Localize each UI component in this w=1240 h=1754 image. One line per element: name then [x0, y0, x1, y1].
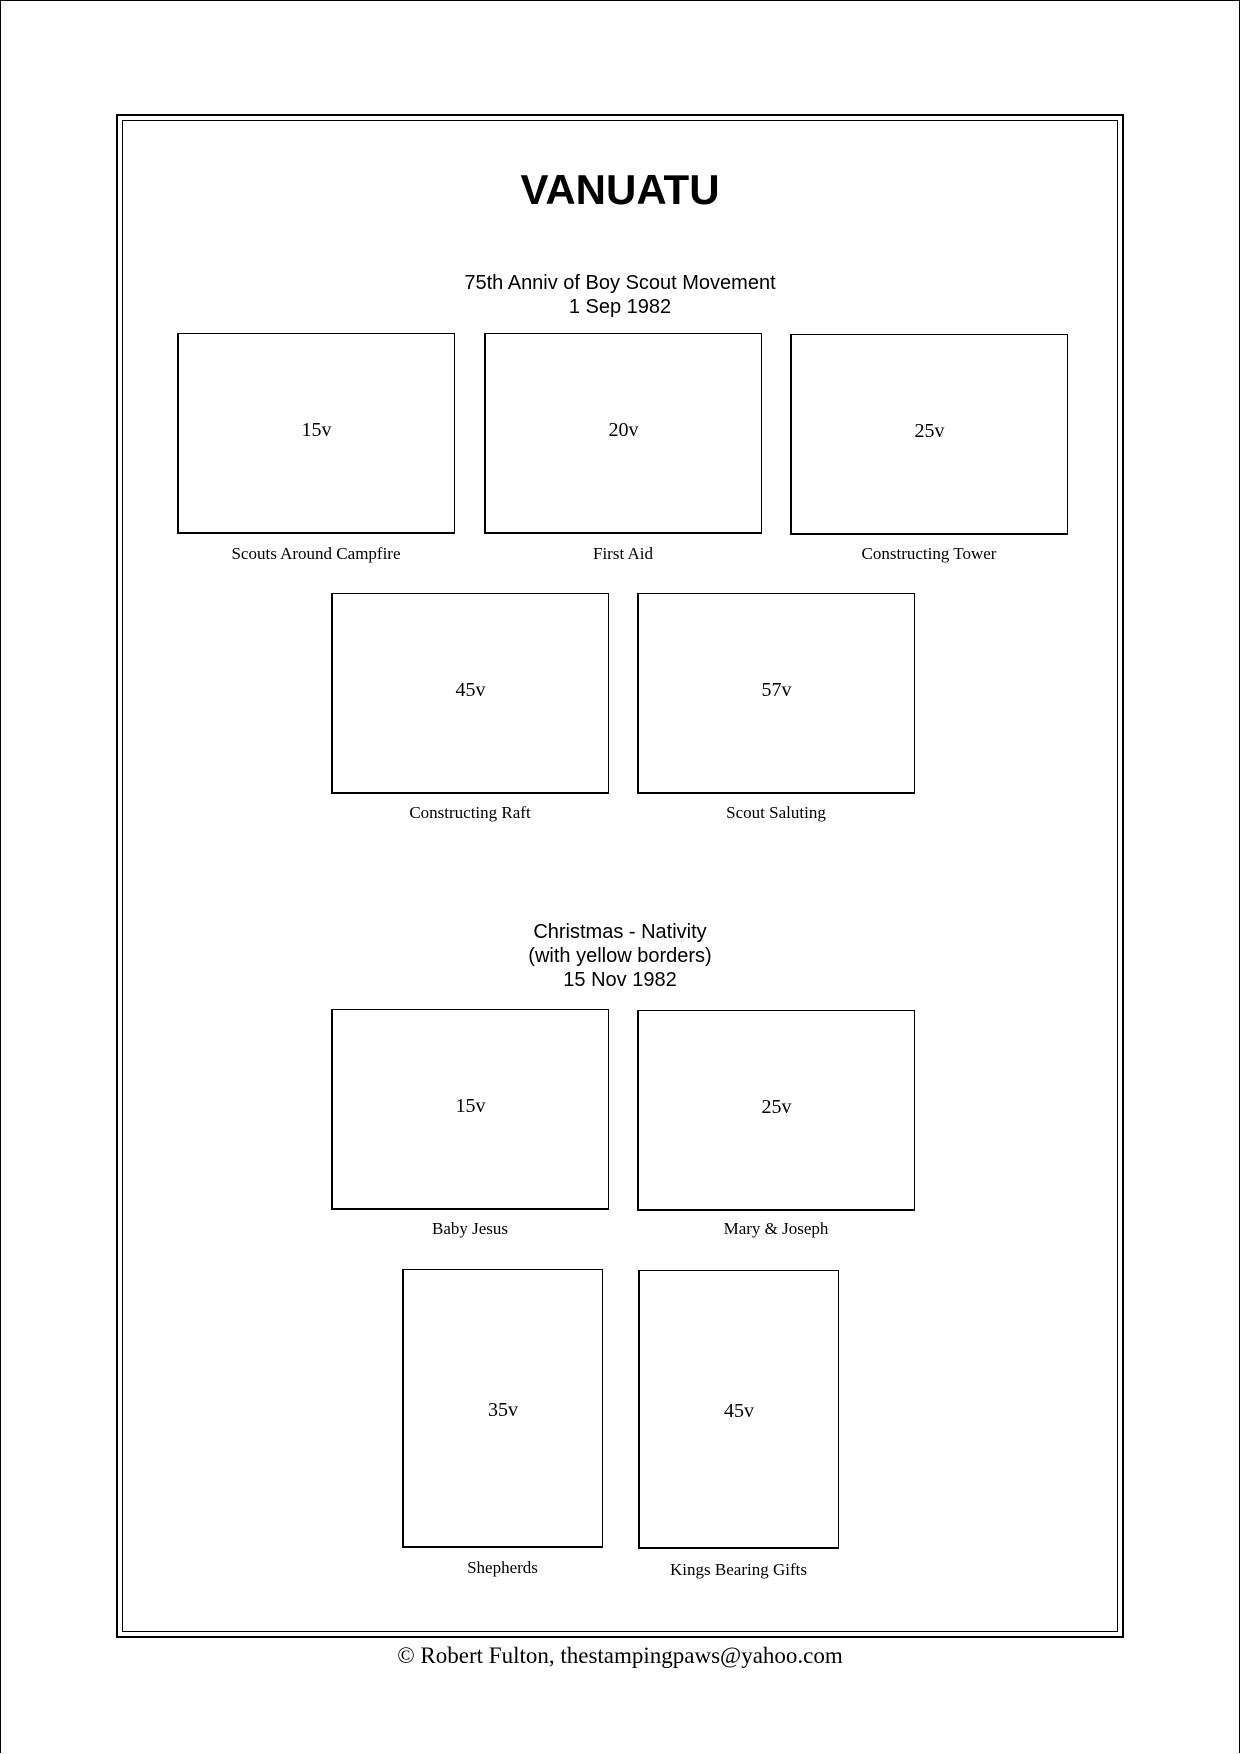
stamp-denomination: 57v: [761, 679, 792, 701]
stamp-denomination: 25v: [761, 1096, 792, 1118]
stamp-denomination: 15v: [455, 1095, 486, 1117]
set-heading-line: (with yellow borders): [528, 945, 712, 967]
set-heading-scouts: [0, 271, 1240, 319]
page-title: VANUATU: [520, 166, 720, 213]
stamp-denomination: 45v: [455, 679, 486, 701]
stamp-slot: [637, 593, 915, 794]
stamp-caption: Kings Bearing Gifts: [670, 1560, 807, 1579]
stamp-slot: [331, 593, 609, 794]
stamp-slot: [177, 333, 455, 534]
stamp-caption: Constructing Raft: [409, 803, 531, 822]
copyright-footer: © Robert Fulton, thestampingpaws@yahoo.com: [397, 1643, 843, 1668]
stamp-caption: Scout Saluting: [726, 803, 826, 822]
set-heading-line: 75th Anniv of Boy Scout Movement: [464, 272, 776, 294]
stamp-denomination: 35v: [488, 1399, 518, 1421]
stamp-slot: [402, 1269, 603, 1548]
stamp-denomination: 20v: [608, 419, 639, 441]
stamp-caption: Baby Jesus: [431, 1219, 509, 1238]
stamp-caption: First Aid: [593, 544, 653, 563]
stamp-slot: [484, 333, 762, 534]
stamp-slot: [638, 1270, 839, 1549]
stamp-denomination: 25v: [914, 420, 945, 442]
set-heading-line: 1 Sep 1982: [568, 296, 672, 318]
stamp-slot: [790, 334, 1068, 535]
stamp-denomination: 15v: [301, 419, 332, 441]
stamp-slot: [331, 1009, 609, 1210]
set-heading-christmas: [0, 920, 1240, 992]
set-heading-line: 15 Nov 1982: [563, 969, 677, 991]
stamp-caption: Shepherds: [467, 1558, 538, 1577]
stamp-denomination: 45v: [724, 1400, 754, 1422]
stamp-caption: Scouts Around Campfire: [231, 544, 401, 563]
stamp-caption: Mary & Joseph: [723, 1219, 829, 1238]
set-heading-line: Christmas - Nativity: [533, 921, 707, 943]
stamp-caption: Constructing Tower: [861, 544, 997, 563]
stamp-slot: [637, 1010, 915, 1211]
